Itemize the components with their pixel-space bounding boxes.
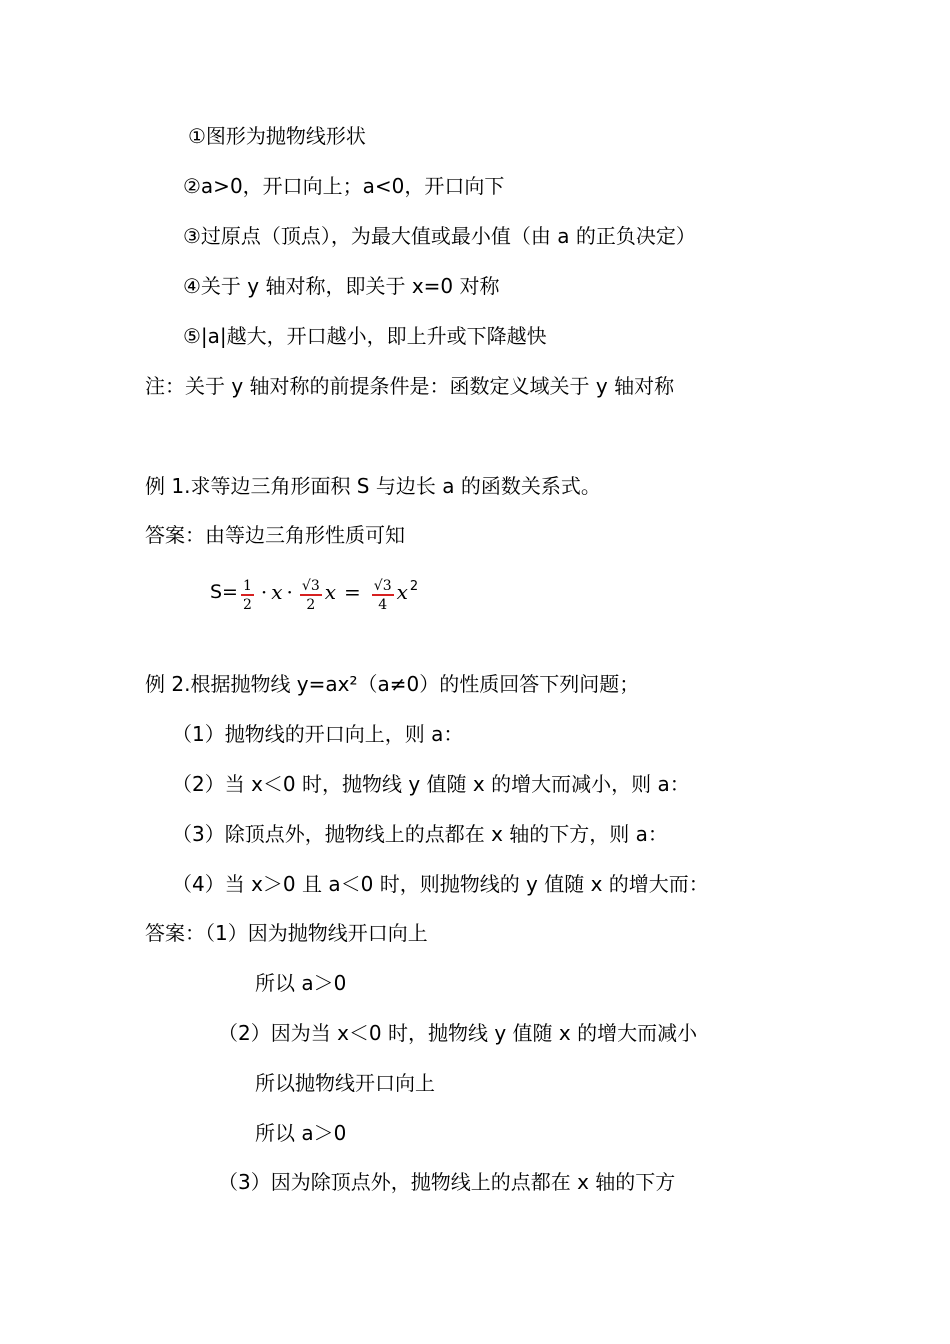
answer-1-result: 所以 a＞0 xyxy=(255,971,347,995)
area-formula xyxy=(210,568,418,616)
fraction-numerator: 1 xyxy=(242,578,252,594)
property-3: ③过原点（顶点），为最大值或最小值（由 a 的正负决定） xyxy=(183,224,696,248)
fraction-denominator: 4 xyxy=(378,597,388,613)
example2-subq-3: （3）除顶点外，抛物线上的点都在 x 轴的下方，则 a： xyxy=(172,822,668,846)
fraction-numerator-radical: √3 xyxy=(373,578,392,594)
property-4: ④关于 y 轴对称，即关于 x=0 对称 xyxy=(183,274,500,298)
example2-subq-2: （2）当 x＜0 时，抛物线 y 值随 x 的增大而减小，则 a： xyxy=(172,772,690,796)
property-2: ②a>0，开口向上；a<0，开口向下 xyxy=(183,174,505,198)
fraction-one-half xyxy=(241,578,254,614)
example1-question: 例 1.求等边三角形面积 S 与边长 a 的函数关系式。 xyxy=(145,474,601,498)
example1-answer-intro: 答案：由等边三角形性质可知 xyxy=(145,523,405,547)
exponent: 2 xyxy=(409,578,419,594)
variable-x: x xyxy=(396,580,408,604)
dot-operator: · xyxy=(286,580,293,604)
fraction-root3-over-4 xyxy=(372,578,394,614)
example2-subq-4: （4）当 x＞0 且 a＜0 时，则抛物线的 y 值随 x 的增大而： xyxy=(172,872,709,896)
note-line: 注：关于 y 轴对称的前提条件是：函数定义域关于 y 轴对称 xyxy=(145,374,675,398)
example2-question: 例 2.根据抛物线 y=ax²（a≠0）的性质回答下列问题； xyxy=(145,672,640,696)
variable-x: x xyxy=(324,580,337,604)
fraction-denominator: 2 xyxy=(242,597,252,613)
equals-sign: = xyxy=(344,580,361,604)
example2-subq-1: （1）抛物线的开口向上，则 a： xyxy=(172,722,464,746)
variable-x: x xyxy=(271,580,283,604)
property-1: ①图形为抛物线形状 xyxy=(188,124,366,148)
answer-2-mid: 所以抛物线开口向上 xyxy=(255,1071,435,1095)
dot-operator: · xyxy=(260,580,268,604)
answer-2-result: 所以 a＞0 xyxy=(255,1121,347,1145)
fraction-denominator: 2 xyxy=(306,597,316,613)
answer-2-reason: （2）因为当 x＜0 时，抛物线 y 值随 x 的增大而减小 xyxy=(218,1021,698,1045)
answer-1-reason: 答案：（1）因为抛物线开口向上 xyxy=(145,921,428,945)
formula-lead: S= xyxy=(210,581,238,603)
answer-3-reason: （3）因为除顶点外，抛物线上的点都在 x 轴的下方 xyxy=(218,1170,676,1194)
fraction-root3-over-2 xyxy=(300,578,322,614)
property-5: ⑤|a|越大，开口越小，即上升或下降越快 xyxy=(183,324,547,348)
fraction-numerator-radical: √3 xyxy=(301,578,320,594)
